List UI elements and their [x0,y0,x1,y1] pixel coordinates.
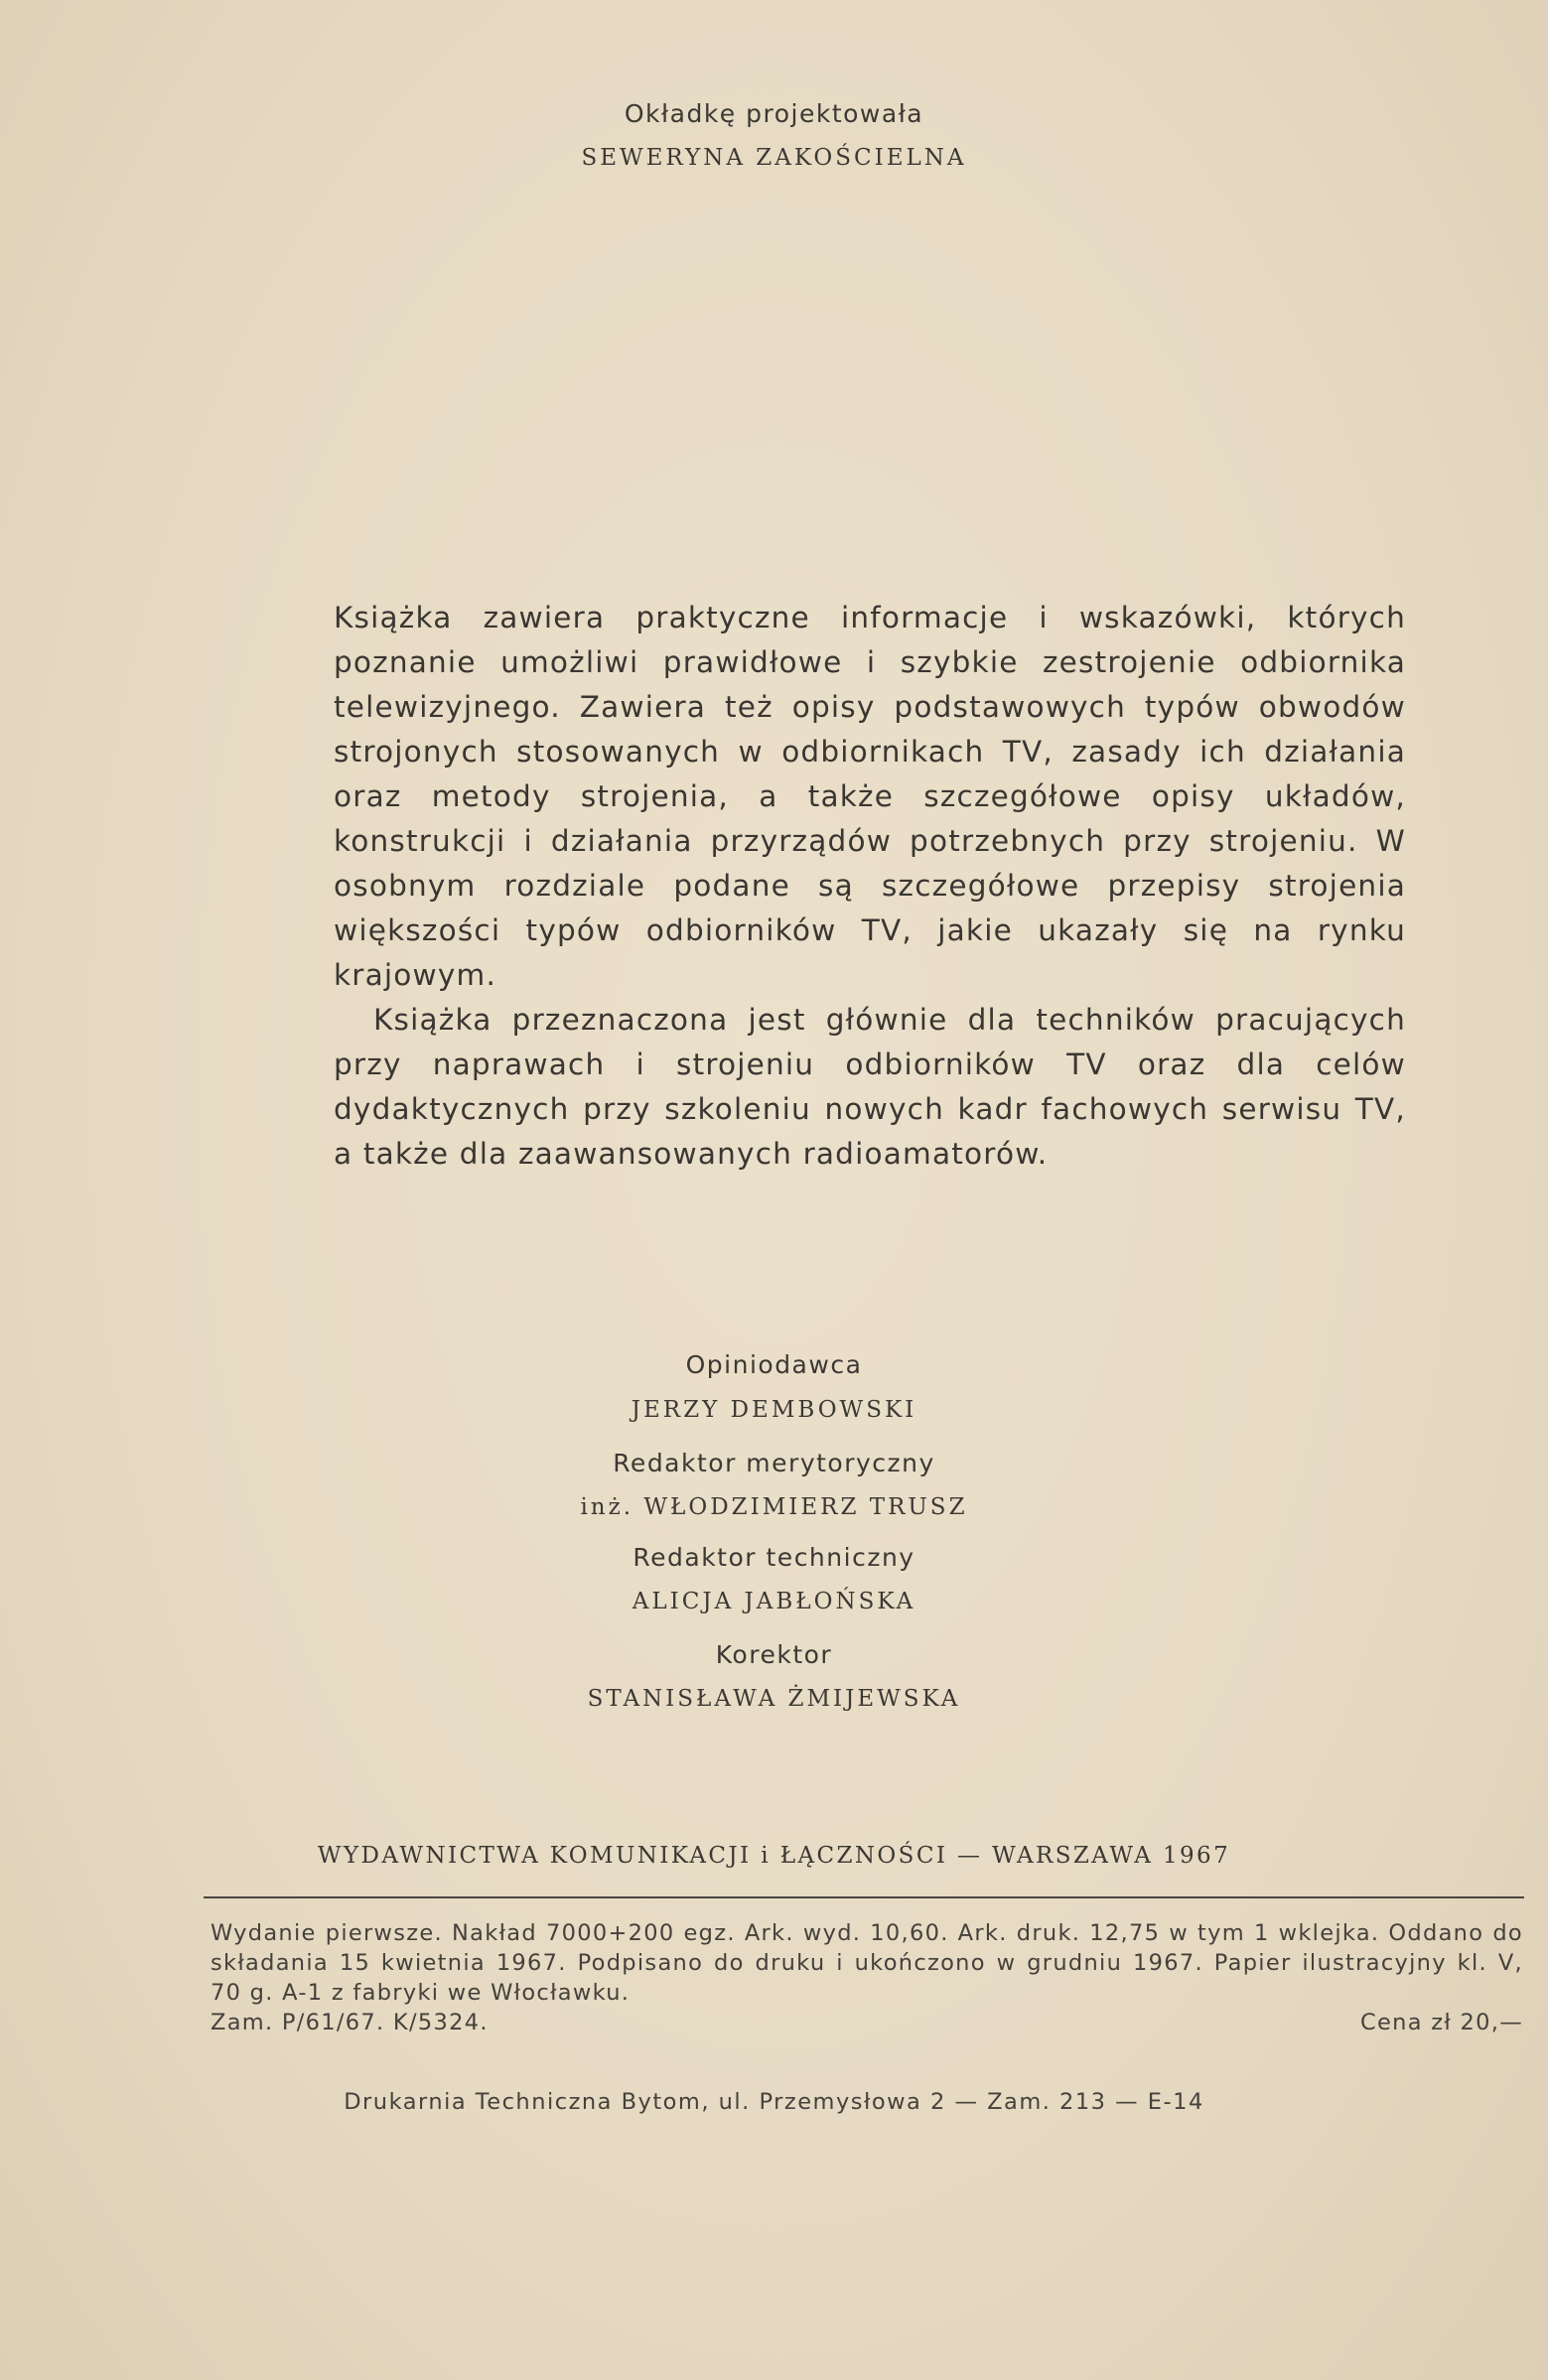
editor-name: inż. WŁODZIMIERZ TRUSZ [580,1494,968,1520]
reviewer-label: Opiniodawca [685,1350,863,1379]
publisher-line: WYDAWNICTWA KOMUNIKACJI i ŁĄCZNOŚCI — WARSZAWA 1967 [317,1843,1231,1869]
tech-editor-name: ALICJA JABŁOŃSKA [632,1589,916,1614]
proofreader-name: STANISŁAWA ŻMIJEWSKA [587,1686,961,1712]
cover-designer-label: Okładkę projektowała [624,99,924,128]
printer-line: Drukarnia Techniczna Bytom, ul. Przemysłowa 2 — Zam. 213 — E-14 [344,2089,1204,2115]
editor-label: Redaktor merytoryczny [613,1449,935,1477]
tech-editor-label: Redaktor techniczny [633,1543,915,1572]
reviewer-name: JERZY DEMBOWSKI [631,1397,917,1423]
imprint-block [211,1918,1523,2037]
imprint-last-line [211,2008,1523,2037]
imprint-text: Wydanie pierwsze. Nakład 7000+200 egz. Ark. wyd. 10,60. Ark. druk. 12,75 w tym 1 wklejka. Oddano do składania 15 kwietnia 1967. Podpisano do druku i ukończono w grudniu 1967. Papier ilustracyjny kl. V, 70 g. A-1 z fabryki we Włocławku. [211,1920,1523,2006]
book-abstract [334,596,1406,1177]
proofreader-label: Korektor [715,1640,833,1669]
abstract-paragraph-1: Książka zawiera praktyczne informacje i wskazówki, których poznanie umożliwi prawidłowe i szybkie zestrojenie odbiornika telewizyjnego. Zawiera też opisy podstawowych typów obwodów strojonych stosowanych w odbiornikach TV, zasady ich działania oraz metody strojenia, a także szczegółowe opisy układów, konstrukcji i działania przyrządów potrzebnych przy strojeniu. W osobnym rozdziale podane są szczegółowe przepisy strojenia większości typów odbiorników TV, jakie ukazały się na rynku krajowym. [334,601,1406,992]
cover-designer-name: SEWERYNA ZAKOŚCIELNA [581,145,967,171]
order-number: Zam. P/61/67. K/5324. [211,2010,489,2035]
divider-rule [204,1896,1524,1898]
price: Cena zł 20,— [1360,2010,1523,2035]
abstract-paragraph-2: Książka przeznaczona jest głównie dla techników pracujących przy naprawach i strojeniu odbiorników TV oraz dla celów dydaktycznych przy szkoleniu nowych kadr fachowych serwisu TV, a także dla zaawansowanych radioamatorów. [334,1003,1406,1171]
